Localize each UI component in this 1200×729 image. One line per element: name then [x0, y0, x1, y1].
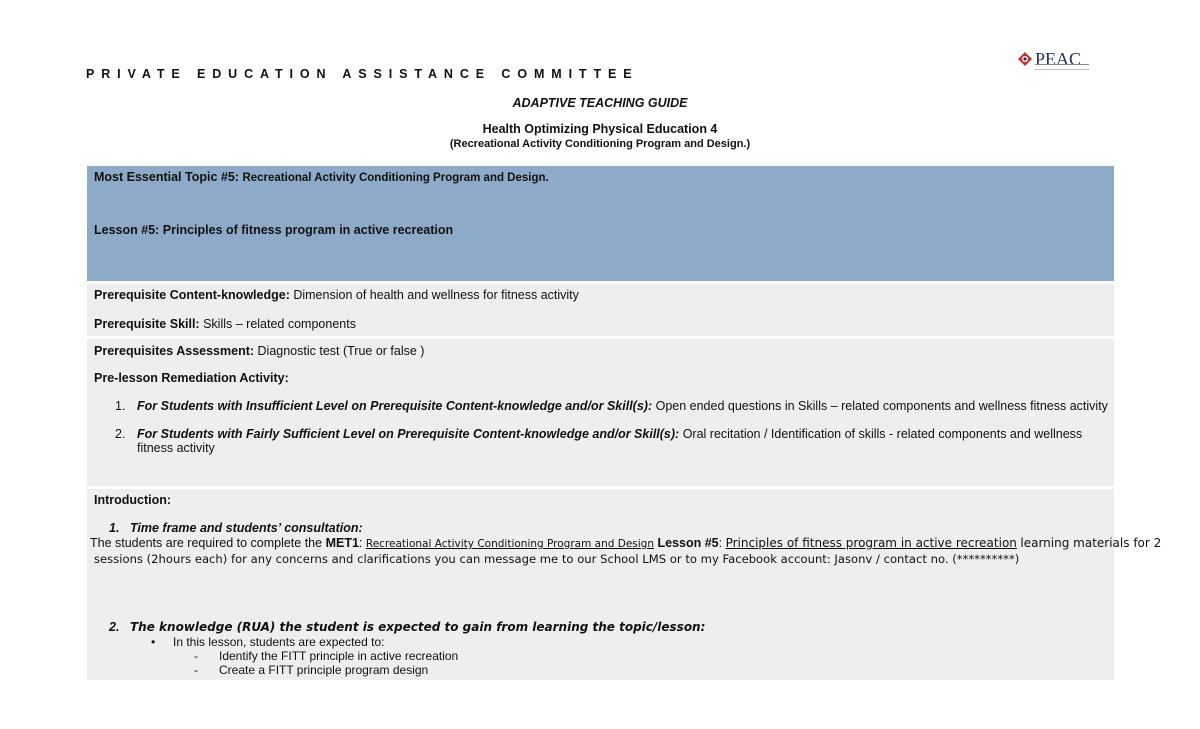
- intro-item-1-number: 1.: [109, 521, 120, 535]
- prereq-skill-line: [94, 317, 356, 331]
- topic-label: Most Essential Topic #5:: [94, 170, 239, 184]
- lesson-title: [94, 223, 453, 237]
- prereq-content-label: Prerequisite Content-knowledge:: [94, 288, 290, 302]
- assessment-label: Prerequisites Assessment:: [94, 344, 255, 358]
- subject-subtitle: (Recreational Activity Conditioning Program and Design.): [449, 138, 751, 150]
- dash-icon: -: [194, 663, 198, 677]
- intro-item-1-text-continued: sessions (2hours each) for any concerns and clarifications you can message me to our School LMS or to my Facebook account: Jasonv / contact no. (**********): [94, 552, 1020, 566]
- intro-text-a: The students are required to complete the: [90, 536, 323, 550]
- peac-logo-icon: [1017, 51, 1033, 67]
- remediation-item-1: [137, 399, 1108, 413]
- org-name: PRIVATE EDUCATION ASSISTANCE COMMITTEE: [86, 67, 639, 81]
- logo-text: PEAC: [1035, 49, 1082, 69]
- remediation-item-1-text: Open ended questions in Skills – related components and wellness fitness activity: [655, 399, 1108, 413]
- bullet-icon: •: [151, 635, 156, 649]
- prereq-skill-value: Skills – related components: [203, 317, 356, 331]
- intro-item-1-text: The students are required to complete the MET1: Recreational Activity Conditioning Program and Design Lesson #5: Principles of fitness program in active recreation learning materials for 2: [90, 536, 1162, 550]
- topic-line: [94, 170, 549, 184]
- remediation-item-2-label: For Students with Fairly Sufficient Level on Prerequisite Content-knowledge and/or Skill(s):: [137, 427, 680, 441]
- assessment-section: [87, 339, 1114, 486]
- intro-item-2-title: The knowledge (RUA) the student is expected to gain from learning the topic/lesson:: [130, 620, 706, 634]
- intro-text-b: learning materials for 2: [1020, 536, 1162, 550]
- topic-section: [87, 166, 1114, 281]
- remediation-item-2-text: Oral recitation / Identification of skills - related components and wellness fitness activity: [137, 427, 1083, 455]
- remediation-heading: Pre-lesson Remediation Activity:: [94, 371, 289, 385]
- assessment-value: Diagnostic test (True or false ): [257, 344, 425, 358]
- lesson-number: Lesson #5: [657, 536, 719, 550]
- intro-item-2-number: 2.: [109, 620, 120, 634]
- remediation-item-1-label: For Students with Insufficient Level on Prerequisite Content-knowledge and/or Skill(s):: [137, 399, 653, 413]
- assessment-line: [94, 344, 424, 358]
- remediation-item-1-number: 1.: [115, 399, 126, 413]
- remediation-item-2-number: 2.: [115, 427, 126, 441]
- peac-logo: [1017, 47, 1089, 71]
- sub-item-1: Identify the FITT principle in active recreation: [219, 649, 459, 663]
- subject-title: Health Optimizing Physical Education 4: [482, 122, 718, 136]
- prereq-skill-label: Prerequisite Skill:: [94, 317, 200, 331]
- prerequisites-section: [87, 284, 1114, 336]
- topic-value: Recreational Activity Conditioning Program and Design.: [242, 172, 549, 184]
- dash-icon: -: [194, 649, 198, 663]
- sub-item-2: Create a FITT principle program design: [219, 663, 429, 677]
- introduction-section: [87, 489, 1162, 680]
- document-title: ADAPTIVE TEACHING GUIDE: [512, 96, 688, 110]
- logo-underline: [1035, 64, 1089, 70]
- introduction-heading: Introduction:: [94, 493, 172, 507]
- met-label: MET1: [325, 536, 359, 550]
- prereq-content-value: Dimension of health and wellness for fitness activity: [293, 288, 579, 302]
- program-link: Recreational Activity Conditioning Program and Design: [365, 538, 654, 550]
- lesson-link: Principles of fitness program in active recreation: [725, 536, 1017, 550]
- intro-item-1-title: Time frame and students’ consultation:: [130, 521, 363, 535]
- prereq-content-line: [94, 288, 579, 302]
- lesson-text: Lesson #5: Principles of fitness program in active recreation: [94, 223, 454, 237]
- remediation-item-2: [137, 427, 1097, 455]
- bullet-text: In this lesson, students are expected to:: [173, 635, 385, 649]
